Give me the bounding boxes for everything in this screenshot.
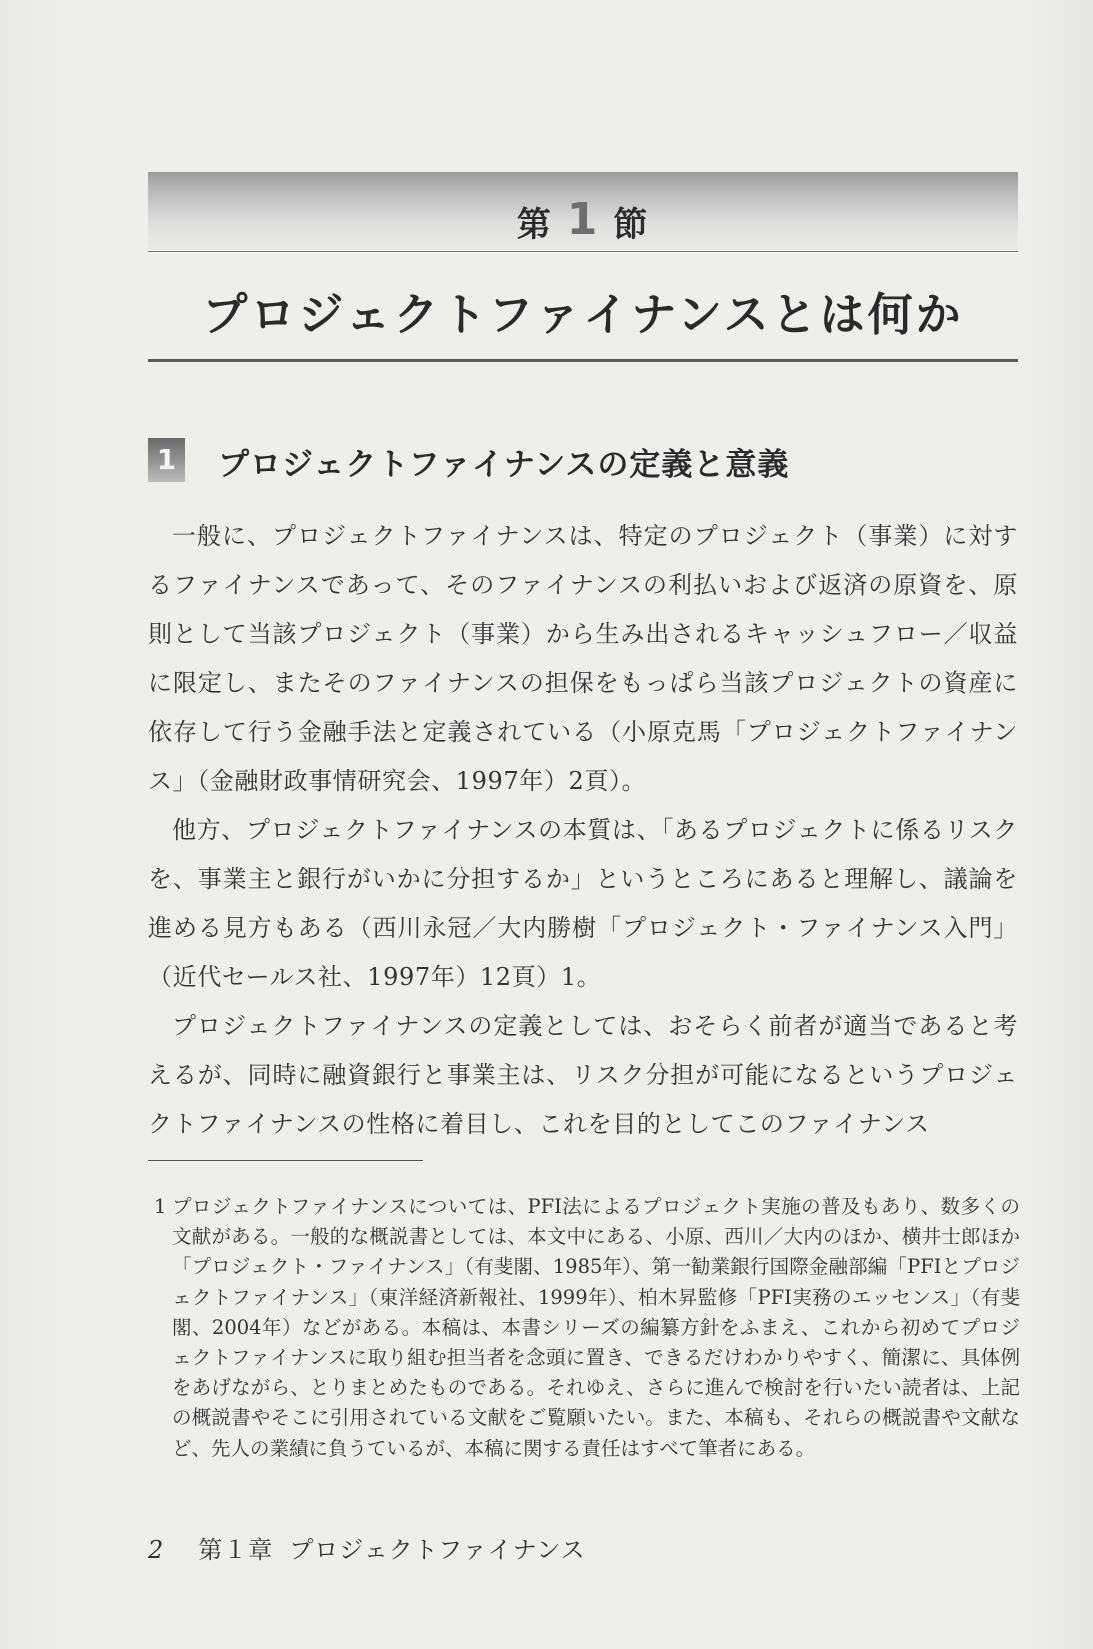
section-divider-thick <box>148 359 1018 362</box>
footnote-text: プロジェクトファイナンスについては、PFI法によるプロジェクト実施の普及もあり、数多くの文献がある。一般的な概説書としては、本文中にある、小原、西川／大内のほか、横井士郎ほか「プロジェクト・ファイナンス」（有斐閣、1985年）、第一勧業銀行国際金融部編「PFIとプロジェクトファイナンス」（東洋経済新報社、1999年）、柏木昇監修「PFI実務のエッセンス」（有斐閣、2004年）などがある。本稿は、本書シリーズの編纂方針をふまえ、これから初めてプロジェクトファイナンスに取り組む担当者を念頭に置き、できるだけわかりやすく、簡潔に、具体例をあげながら、とりまとめたものである。それゆえ、さらに進んで検討を行いたい読者は、上記の概説書やそこに引用されている文献をご覧願いたい。また、本稿も、それらの概説書や文献など、先人の業績に負うているが、本稿に関する責任はすべて筆者にある。 <box>172 1195 1020 1460</box>
footnote <box>148 1192 1020 1464</box>
section-title: プロジェクトファイナンスとは何か <box>202 288 964 341</box>
paragraph-2: 他方、プロジェクトファイナンスの本質は、「あるプロジェクトに係るリスクを、事業主と銀行がいかに分担するか」というところにあると理解し、議論を進める見方もある（西川永冠／大内勝樹「プロジェクト・ファイナンス入門」（近代セールス社、1997年）12頁）1。 <box>148 816 1018 991</box>
section-label-prefix: 第 <box>516 205 553 245</box>
paragraph-1: 一般に、プロジェクトファイナンスは、特定のプロジェクト（事業）に対するファイナンスであって、そのファイナンスの利払いおよび返済の原資を、原則として当該プロジェクト（事業）から生み出されるキャッシュフロー／収益に限定し、またそのファイナンスの担保をもっぱら当該プロジェクトの資産に依存して行う金融手法と定義されている（小原克馬「プロジェクトファイナンス」（金融財政事情研究会、1997年）2頁）。 <box>148 522 1018 795</box>
subsection-number-badge: 1 <box>148 438 185 482</box>
section-number: 1 <box>566 194 600 245</box>
running-footer <box>148 1530 586 1565</box>
body-text <box>148 512 1018 1149</box>
footnote-number: 1 <box>154 1195 167 1218</box>
page-number: 2 <box>148 1536 165 1564</box>
chapter-title: プロジェクトファイナンス <box>289 1536 586 1564</box>
paragraph-3: プロジェクトファイナンスの定義としては、おそらく前者が適当であると考えるが、同時に融資銀行と事業主は、リスク分担が可能になるというプロジェクトファイナンスの性格に着目し、これを目的としてこのファイナンス <box>148 1012 1018 1138</box>
section-divider-thin <box>148 251 1018 252</box>
footnote-separator <box>148 1160 423 1161</box>
section-label-suffix: 節 <box>613 205 650 245</box>
subsection-title: プロジェクトファイナンスの定義と意義 <box>218 447 790 483</box>
chapter-label: 第１章 <box>198 1536 274 1564</box>
section-label <box>148 196 1018 247</box>
